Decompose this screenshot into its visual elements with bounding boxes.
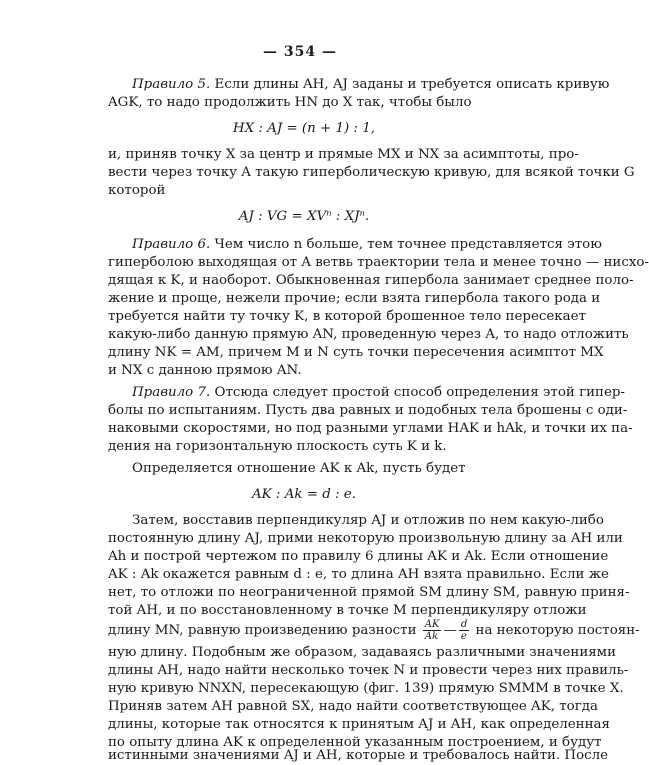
formula: HX : AJ = (n + 1) : 1, [232, 121, 376, 136]
text-line: вести через точку A такую гиперболическую кривую, для всякой точки G [108, 165, 635, 180]
text-line: по опыту длина AK к определенной указанным построением, и будут [108, 735, 602, 750]
text-line: Приняв затем AH равной SX, надо найти соответствующее AK, тогда [108, 699, 598, 714]
text-line: которой [108, 183, 166, 198]
text-line: постоянную длину AJ, прими некоторую произвольную длину за AH или [108, 531, 623, 546]
fraction-d-e: $\frac{d}{e}$ [460, 619, 468, 642]
text-line: длины AH, надо найти несколько точек N и провести через них правиль- [108, 663, 629, 678]
text-line: болы по испытаниям. Пусть два равных и подобных тела брошены с оди- [108, 403, 628, 418]
text-line: AGK, то надо продолжить HN до X так, чтобы было [108, 95, 472, 110]
text-line: и NX с данною прямою AN. [108, 363, 302, 378]
text-line: Правило 5. Если длины AH, AJ заданы и требуется описать кривую [132, 77, 610, 92]
text-line: Правило 6. Чем число n больше, тем точнее представляется этою [132, 237, 602, 252]
text-line: Затем, восставив перпендикуляр AJ и отложив по нем какую-либо [132, 513, 604, 528]
text-line: наковыми скоростями, но под разными углами HAK и hAk, и точки их па- [108, 421, 633, 436]
text-line: AK : Ak окажется равным d : e, то длина AH взята правильно. Если же [108, 567, 609, 582]
formula: AJ : VG = XVⁿ : XJⁿ. [238, 209, 370, 224]
text-line: той AH, и по восстановленному в точке M перпендикуляру отложи [108, 603, 587, 618]
text-line: нет, то отложи по неограниченной прямой SM длину SM, равную приня- [108, 585, 630, 600]
text-line: и, приняв точку X за центр и прямые MX и NX за асимптоты, про- [108, 147, 579, 162]
formula: AK : Ak = d : e. [252, 487, 356, 502]
text-line: Ah и построй чертежом по правилу 6 длины AK и Ak. Если отношение [108, 549, 609, 564]
text-line: гиперболою выходящая от A ветвь траектории тела и менее точно — нисхо- [108, 255, 649, 270]
text-line: длину NK = AM, причем M и N суть точки пересечения асимптот MX [108, 345, 604, 360]
text-line: дения на горизонтальную плоскость суть K и k. [108, 439, 447, 454]
text-line: требуется найти ту точку K, в которой брошенное тело пересекает [108, 309, 586, 324]
text-line: длины, которые так относятся к принятым AJ и AH, как определенная [108, 717, 610, 732]
text-line: Определяется отношение AK к Ak, пусть будет [132, 461, 466, 476]
text-line: Правило 7. Отсюда следует простой способ определения этой гипер- [132, 385, 625, 400]
text-line: ную длину. Подобным же образом, задаваясь различными значениями [108, 645, 617, 660]
text-line-with-fraction: длину MN, равную произведению разности $\frac{AK}{Ak}$ — $\frac{d}{e}$ на некоторую постоян- [108, 619, 640, 642]
page-number: — 354 — [263, 44, 337, 60]
fraction-ak-ak: $\frac{AK}{Ak}$ [424, 619, 440, 642]
text-line: истинными значениями AJ и AH, которые и требовалось найти. После [108, 748, 609, 763]
text-line: какую-либо данную прямую AN, проведенную через A, то надо отложить [108, 327, 629, 342]
text-line: ную кривую NNXN, пересекающую (фиг. 139) прямую SMMM в точке X. [108, 681, 624, 696]
text-line: жение и проще, нежели прочие; если взята гипербола такого рода и [108, 291, 601, 306]
text-line: дящая к K, и наоборот. Обыкновенная гипербола занимает среднее поло- [108, 273, 634, 288]
